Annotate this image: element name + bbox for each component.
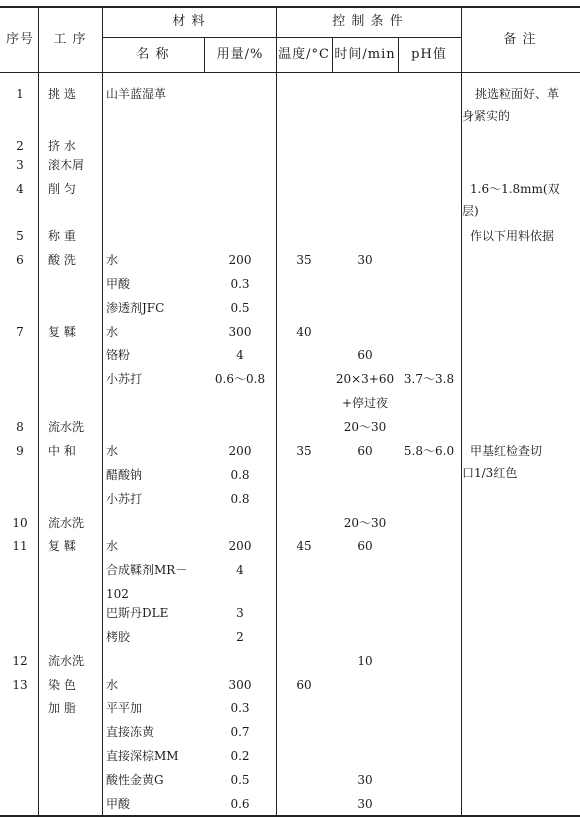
- col-rule-temp: [332, 37, 333, 73]
- cell-amt: 300: [228, 678, 252, 692]
- cell-amt: 4: [236, 348, 244, 362]
- cell-proc: 染 色: [48, 678, 76, 692]
- cell-amt: 0.5: [230, 301, 250, 315]
- header-control: 控 制 条 件: [332, 14, 404, 29]
- cell-time: 20～30: [343, 516, 387, 530]
- header-bottom-rule: [0, 72, 580, 73]
- header-amount: 用量/%: [216, 47, 264, 62]
- cell-amt: 200: [228, 253, 252, 267]
- cell-proc: 酸 洗: [48, 253, 76, 267]
- cell-amt: 2: [236, 630, 244, 644]
- cell-proc: 加 脂: [48, 701, 76, 715]
- header-time: 时间/min: [334, 47, 396, 62]
- cell-proc: 流水洗: [48, 516, 85, 530]
- cell-seq: 2: [16, 139, 24, 153]
- cell-name: 平平加: [106, 701, 143, 715]
- cell-amt: 300: [228, 325, 252, 339]
- cell-amt: 0.6: [230, 797, 250, 811]
- cell-temp: 60: [296, 678, 312, 692]
- cell-time: 30: [357, 797, 373, 811]
- header-ph: pH值: [411, 47, 447, 62]
- cell-remark: 作以下用料依据: [470, 229, 555, 243]
- cell-name: 水: [106, 325, 119, 339]
- cell-time: 60: [357, 539, 373, 553]
- cell-proc: 流水洗: [48, 420, 85, 434]
- cell-amt: 0.8: [230, 492, 250, 506]
- cell-time: +停过夜: [341, 396, 389, 410]
- col-rule-name: [204, 37, 205, 73]
- cell-time: 20～30: [343, 420, 387, 434]
- header-temp: 温度/°C: [278, 47, 330, 62]
- header-mid-rule: [102, 37, 461, 38]
- cell-amt: 0.5: [230, 773, 250, 787]
- cell-name: 102: [106, 587, 129, 601]
- cell-amt: 200: [228, 539, 252, 553]
- col-rule-time: [398, 37, 399, 73]
- cell-name: 醋酸钠: [106, 468, 143, 482]
- cell-name: 铬粉: [106, 348, 131, 362]
- cell-proc: 流水洗: [48, 654, 85, 668]
- cell-temp: 35: [296, 444, 312, 458]
- cell-remark-continued: 层): [462, 204, 479, 218]
- cell-remark: 1.6～1.8mm(双: [470, 182, 560, 196]
- cell-proc: 滚木屑: [48, 158, 85, 172]
- header-seq: 序号: [5, 32, 35, 47]
- cell-time: 20×3+60: [335, 372, 395, 386]
- cell-remark: 甲基红检查切: [470, 444, 543, 458]
- cell-remark: 挑选粒面好、革: [475, 87, 560, 101]
- cell-seq: 4: [16, 182, 24, 196]
- header-materials: 材 料: [172, 14, 206, 29]
- cell-ph: 5.8～6.0: [403, 444, 455, 458]
- cell-name: 山羊蓝湿革: [106, 87, 167, 101]
- cell-temp: 45: [296, 539, 312, 553]
- cell-seq: 5: [16, 229, 24, 243]
- cell-seq: 7: [16, 325, 24, 339]
- cell-remark-continued: 身紧实的: [462, 109, 511, 123]
- cell-amt: 0.7: [230, 725, 250, 739]
- cell-name: 合成鞣剂MR－: [106, 563, 188, 577]
- cell-amt: 0.3: [230, 277, 250, 291]
- cell-name: 直接深棕MM: [106, 749, 179, 763]
- cell-amt: 0.6～0.8: [214, 372, 266, 386]
- cell-name: 酸性金黄G: [106, 773, 164, 787]
- cell-amt: 0.8: [230, 468, 250, 482]
- col-rule-process: [102, 7, 103, 816]
- cell-remark-continued: 口1/3红色: [462, 466, 518, 480]
- header-name: 名 称: [136, 47, 170, 62]
- cell-proc: 中 和: [48, 444, 76, 458]
- cell-name: 水: [106, 678, 119, 692]
- cell-name: 栲胶: [106, 630, 131, 644]
- top-rule: [0, 6, 580, 8]
- cell-proc: 称 重: [48, 229, 76, 243]
- col-rule-seq: [38, 7, 39, 816]
- cell-proc: 复 鞣: [48, 325, 76, 339]
- cell-name: 水: [106, 539, 119, 553]
- cell-time: 30: [357, 253, 373, 267]
- cell-proc: 削 匀: [48, 182, 76, 196]
- cell-temp: 35: [296, 253, 312, 267]
- cell-seq: 10: [12, 516, 28, 530]
- cell-name: 水: [106, 444, 119, 458]
- cell-seq: 1: [16, 87, 24, 101]
- cell-seq: 6: [16, 253, 24, 267]
- cell-seq: 3: [16, 158, 24, 172]
- cell-seq: 8: [16, 420, 24, 434]
- cell-amt: 0.3: [230, 701, 250, 715]
- cell-seq: 12: [12, 654, 28, 668]
- cell-name: 渗透剂JFC: [106, 301, 165, 315]
- cell-name: 甲酸: [106, 277, 131, 291]
- cell-amt: 3: [236, 606, 244, 620]
- cell-name: 小苏打: [106, 492, 143, 506]
- cell-time: 10: [357, 654, 373, 668]
- cell-proc: 复 鞣: [48, 539, 76, 553]
- cell-name: 小苏打: [106, 372, 143, 386]
- cell-seq: 9: [16, 444, 24, 458]
- cell-amt: 0.2: [230, 749, 250, 763]
- col-rule-control: [461, 7, 462, 816]
- bottom-rule: [0, 815, 580, 817]
- cell-ph: 3.7～3.8: [403, 372, 455, 386]
- cell-amt: 200: [228, 444, 252, 458]
- col-rule-materials: [276, 7, 277, 816]
- cell-time: 60: [357, 348, 373, 362]
- cell-proc: 挤 水: [48, 139, 76, 153]
- cell-seq: 11: [12, 539, 28, 553]
- cell-time: 60: [357, 444, 373, 458]
- header-process: 工 序: [53, 32, 87, 47]
- cell-name: 巴斯丹DLE: [106, 606, 169, 620]
- cell-name: 水: [106, 253, 119, 267]
- cell-temp: 40: [296, 325, 312, 339]
- cell-name: 直接冻黄: [106, 725, 155, 739]
- cell-time: 30: [357, 773, 373, 787]
- header-remark: 备 注: [503, 32, 537, 47]
- cell-seq: 13: [12, 678, 28, 692]
- cell-amt: 4: [236, 563, 244, 577]
- cell-proc: 挑 选: [48, 87, 76, 101]
- cell-name: 甲酸: [106, 797, 131, 811]
